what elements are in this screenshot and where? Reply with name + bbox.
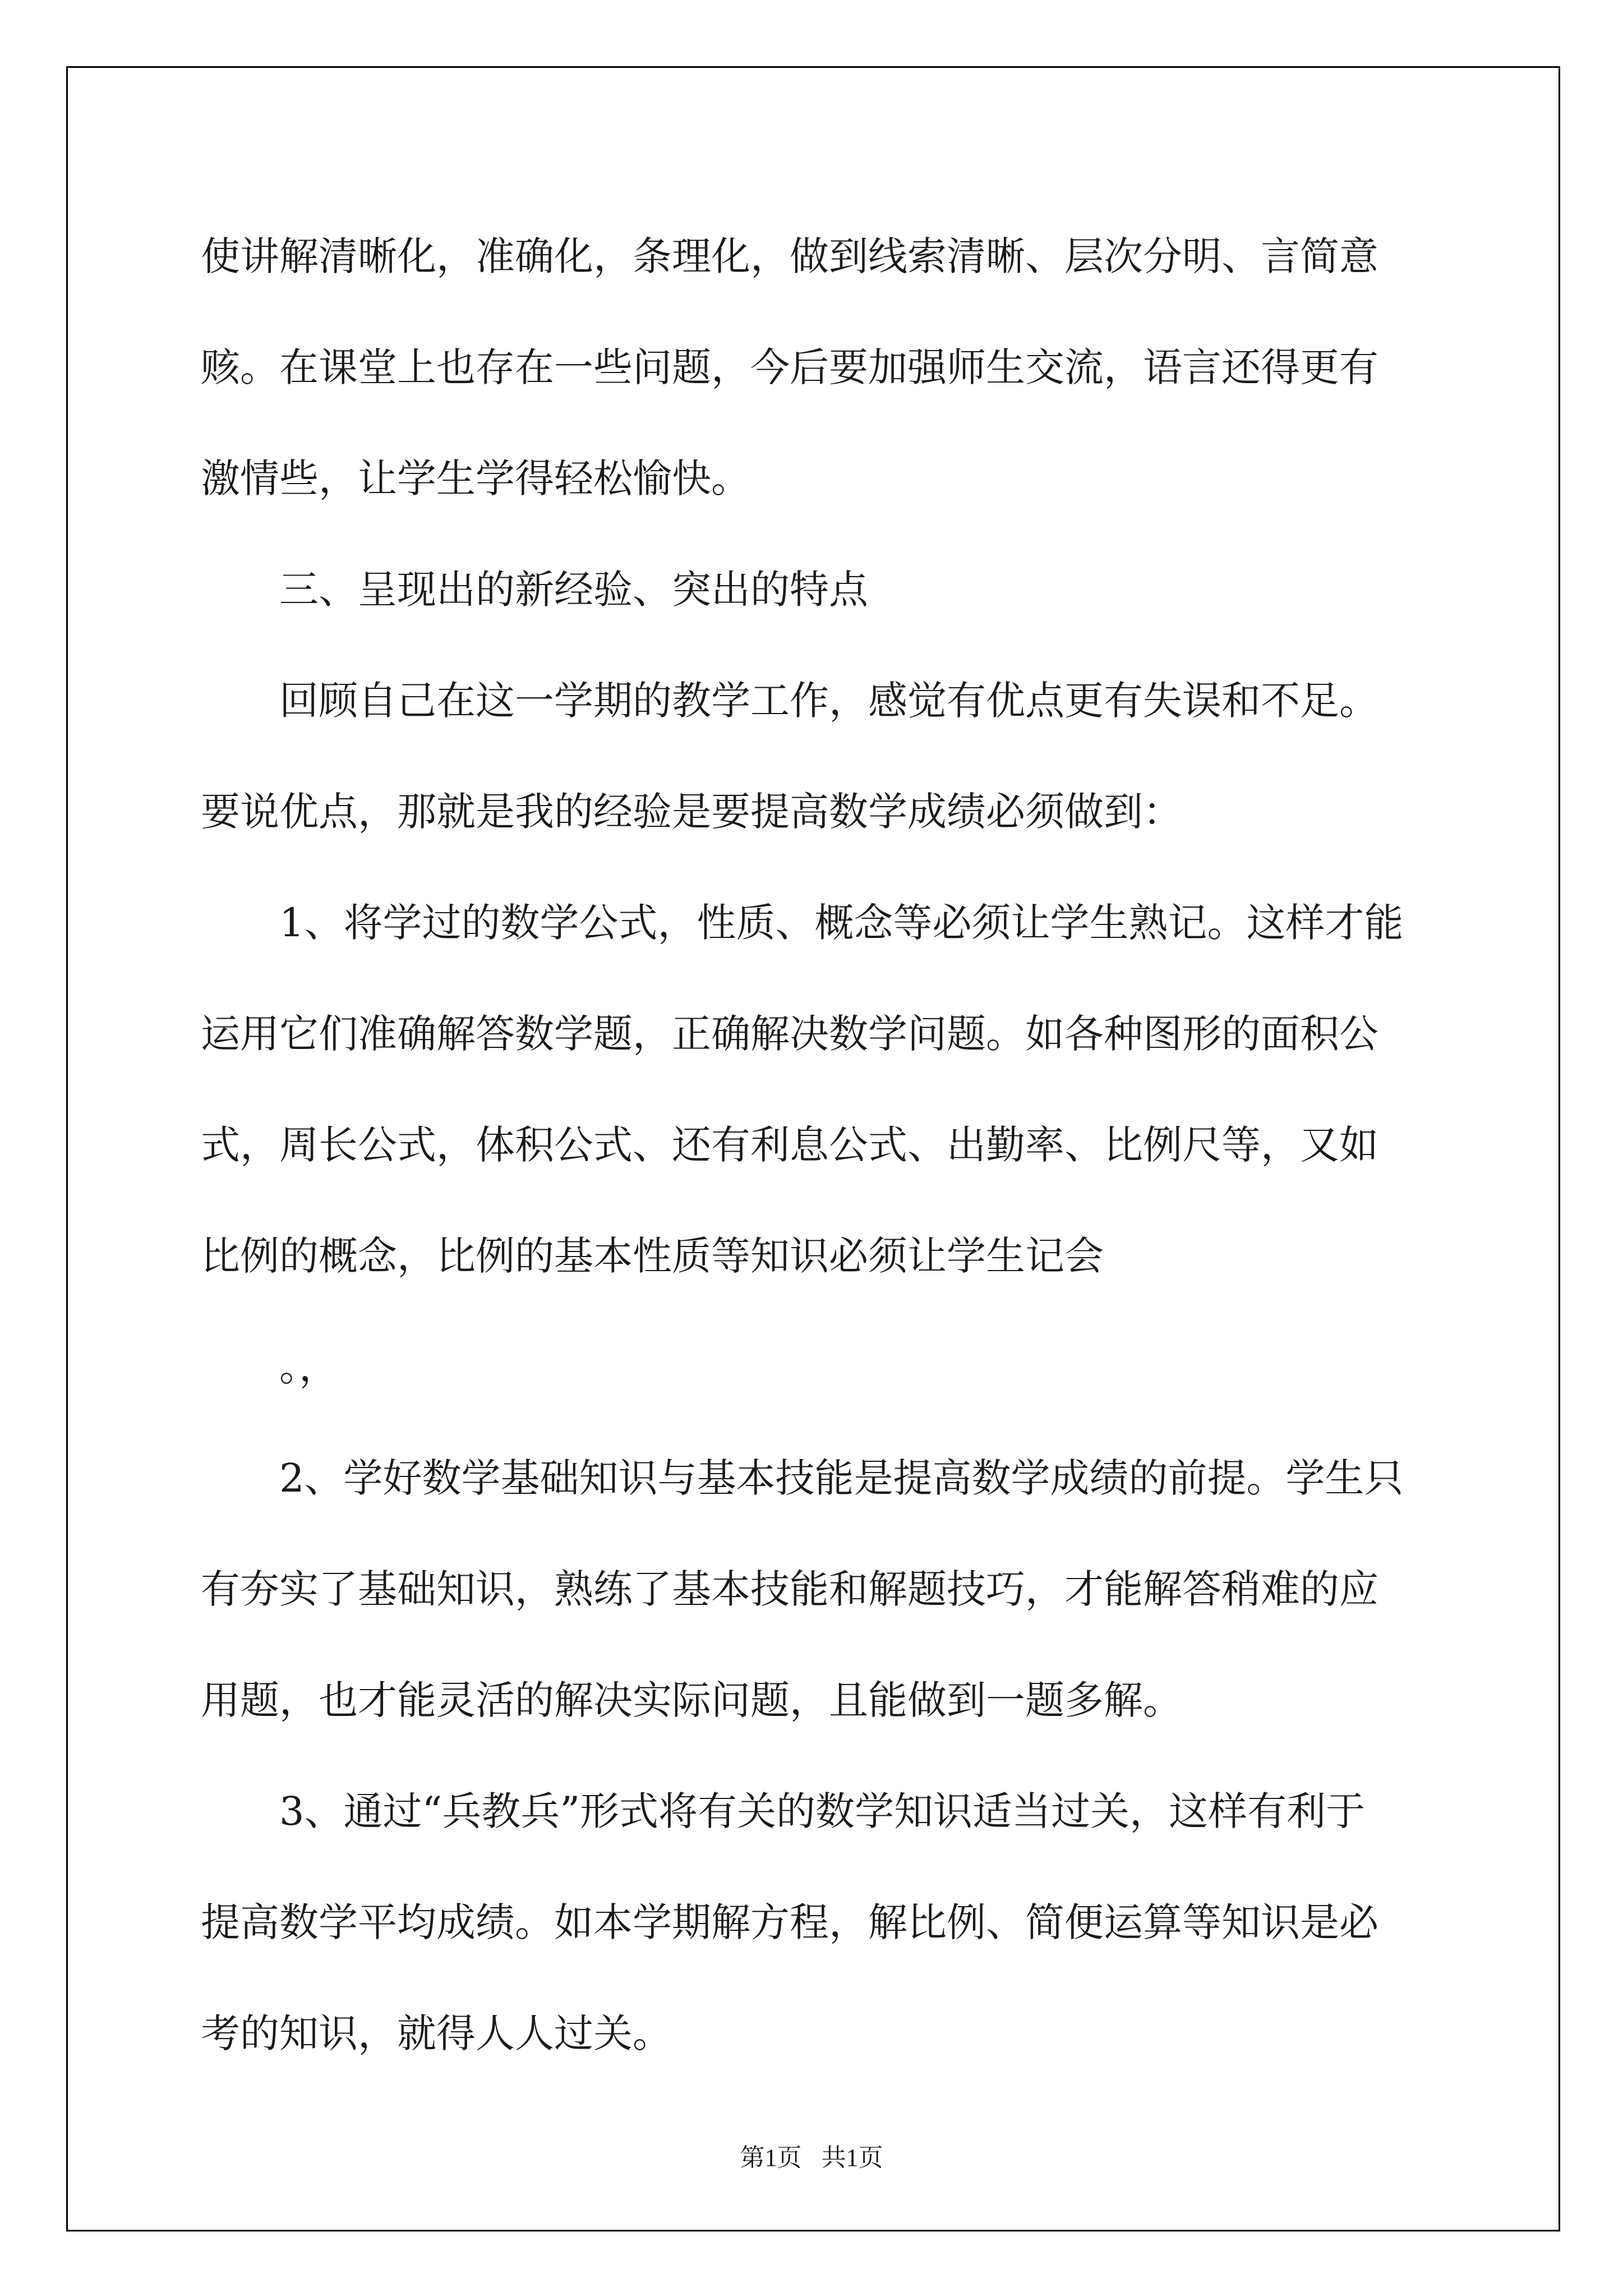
section-heading: 三、呈现出的新经验、突出的特点 (279, 567, 868, 613)
text-line: 要说优点，那就是我的经验是要提高数学成绩必须做到： (201, 789, 1182, 835)
text-line: 运用它们准确解答数学题，正确解决数学问题。如各种图形的面积公 (201, 1011, 1378, 1057)
page-total: 共1页 (821, 2144, 883, 2171)
page-footer (0, 2137, 1623, 2173)
list-item-2: 2、学好数学基础知识与基本技能是提高数学成绩的前提。学生只 (279, 1455, 1404, 1501)
text-line: 提高数学平均成绩。如本学期解方程，解比例、简便运算等知识是必 (201, 1899, 1378, 1945)
text-line: 使讲解清晰化，准确化，条理化，做到线索清晰、层次分明、言简意 (201, 233, 1378, 279)
text-line: 用题，也才能灵活的解决实际问题，且能做到一题多解。 (201, 1677, 1182, 1723)
list-item-3: 3、通过“兵教兵”形式将有关的数学知识适当过关，这样有利于 (279, 1788, 1366, 1834)
page-number: 第1页 (740, 2144, 802, 2171)
punctuation-line: 。， (279, 1344, 338, 1390)
text-line: 回顾自己在这一学期的教学工作，感觉有优点更有失误和不足。 (279, 678, 1378, 724)
list-item-1: 1、将学过的数学公式，性质、概念等必须让学生熟记。这样才能 (279, 900, 1404, 946)
text-line: 式，周长公式，体积公式、还有利息公式、出勤率、比例尺等，又如 (201, 1122, 1378, 1168)
text-line: 赅。在课堂上也存在一些问题，今后要加强师生交流，语言还得更有 (201, 344, 1378, 390)
text-line: 有夯实了基础知识，熟练了基本技能和解题技巧，才能解答稍难的应 (201, 1566, 1378, 1612)
text-line: 比例的概念，比例的基本性质等知识必须让学生记会 (201, 1233, 1104, 1279)
document-body (201, 201, 1435, 2089)
text-line: 考的知识，就得人人过关。 (201, 2010, 672, 2056)
text-line: 激情些，让学生学得轻松愉快。 (201, 455, 750, 501)
